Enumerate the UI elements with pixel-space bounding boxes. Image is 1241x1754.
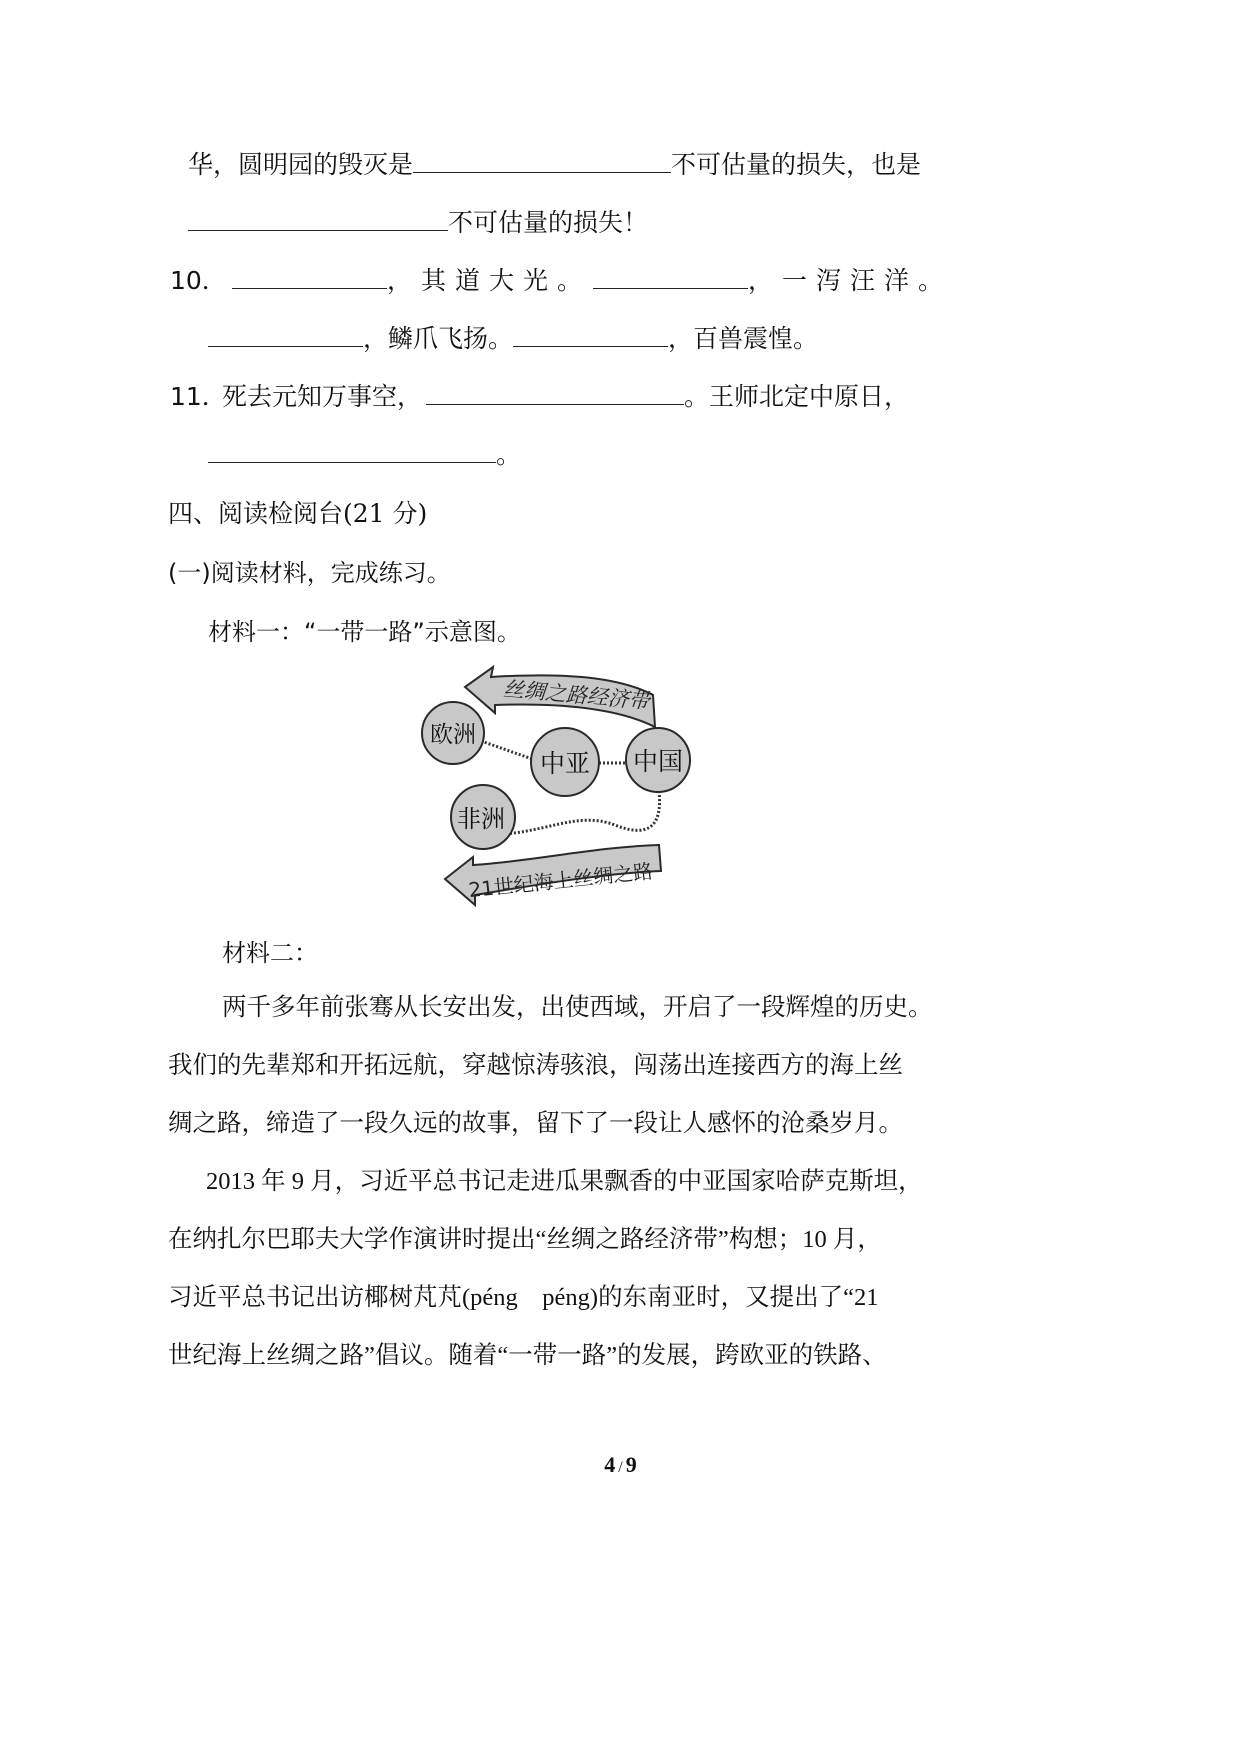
question-10-line-1	[170, 266, 952, 296]
diagram-svg	[415, 655, 695, 907]
arrow-top-label: 丝绸之路经济带	[502, 676, 651, 714]
page-current: 4	[604, 1452, 616, 1477]
material-2-label: 材料二：	[222, 939, 318, 967]
text-segment: ，百兽震惶。	[668, 324, 819, 353]
paragraph-line: 2013 年 9 月，习近平总书记走进瓜果飘香的中亚国家哈萨克斯坦，	[206, 1168, 923, 1195]
answer-blank[interactable]	[593, 266, 748, 289]
fill-line-2	[188, 208, 648, 238]
answer-blank[interactable]	[426, 382, 684, 405]
node-africa-label: 非洲	[457, 805, 505, 833]
paragraph-line: 世纪海上丝绸之路”倡议。随着“一带一路”的发展，跨欧亚的铁路、	[168, 1342, 887, 1369]
question-number: 10．	[170, 266, 227, 295]
connector-europe-central-asia	[481, 741, 535, 760]
answer-blank[interactable]	[513, 324, 668, 347]
material-1-label: 材料一：“一带一路”示意图。	[208, 618, 521, 646]
page-separator: /	[618, 1459, 623, 1476]
question-11-line-1	[170, 382, 909, 412]
section-heading: 四、阅读检阅台(21 分)	[168, 499, 428, 528]
text-segment: 不可估量的损失，也是	[671, 150, 922, 179]
node-china-label: 中国	[632, 747, 684, 776]
belt-and-road-diagram	[415, 655, 695, 907]
node-europe-label: 欧洲	[430, 722, 476, 748]
text-segment: ，鳞爪飞扬。	[363, 324, 514, 353]
question-11-line-2	[208, 440, 521, 470]
reading-subheading: (一)阅读材料，完成练习。	[168, 559, 451, 587]
answer-blank[interactable]	[208, 324, 363, 347]
paragraph-line: 我们的先辈郑和开拓远航，穿越惊涛骇浪，闯荡出连接西方的海上丝	[168, 1052, 903, 1079]
text-segment: 死去元知万事空，	[222, 382, 423, 411]
answer-blank[interactable]	[232, 266, 387, 289]
text-segment: 不可估量的损失！	[448, 208, 649, 237]
answer-blank[interactable]	[188, 208, 448, 231]
text-segment: 。	[496, 440, 522, 469]
arrow-bottom-label: 21世纪海上丝绸之路	[467, 858, 655, 903]
node-central-asia-label: 中亚	[539, 749, 591, 778]
answer-blank[interactable]	[413, 150, 671, 173]
text-segment: ，一泻汪洋。	[748, 266, 953, 295]
page-number	[0, 1452, 1241, 1478]
text-segment: 华，圆明园的毁灭是	[188, 150, 414, 179]
question-number: 11．	[170, 382, 227, 411]
page-total: 9	[625, 1452, 637, 1477]
question-10-line-2	[208, 324, 818, 354]
paragraph-line: 在纳扎尔巴耶夫大学作演讲时提出“丝绸之路经济带”构想；10 月，	[168, 1226, 882, 1253]
text-segment: ，其道大光。	[387, 266, 592, 295]
answer-blank[interactable]	[208, 440, 496, 463]
fill-line-1	[188, 150, 921, 180]
paragraph-line: 两千多年前张骞从长安出发，出使西域，开启了一段辉煌的历史。	[222, 994, 933, 1021]
text-segment: 。王师北定中原日，	[684, 382, 910, 411]
paragraph-line: 绸之路，缔造了一段久远的故事，留下了一段让人感怀的沧桑岁月。	[168, 1110, 903, 1137]
paragraph-line: 习近平总书记出访椰树芃芃(péng péng)的东南亚时，又提出了“21	[168, 1284, 879, 1311]
